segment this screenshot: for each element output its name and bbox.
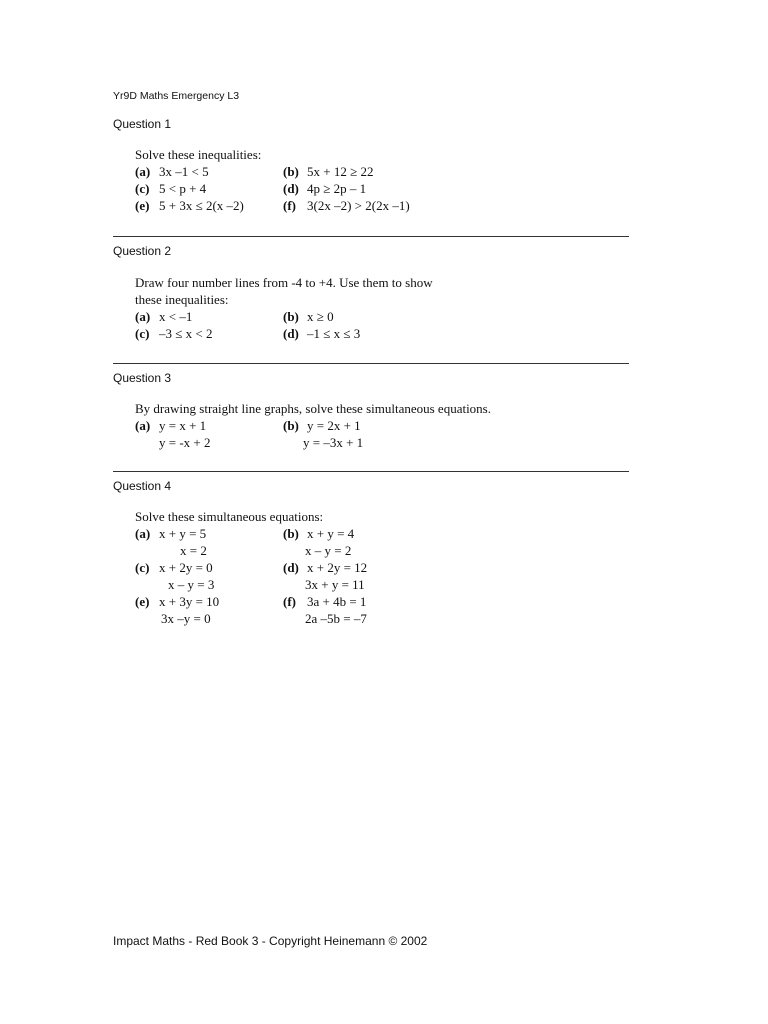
equation-line-1: y = 2x + 1	[307, 418, 361, 433]
item-label: (c)	[135, 326, 150, 341]
question-2-item-a	[135, 308, 192, 325]
item-label: (e)	[135, 594, 150, 609]
question-3-intro: By drawing straight line graphs, solve these simultaneous equations.	[135, 401, 491, 416]
question-4-item-e-line-2: 3x –y = 0	[161, 611, 211, 626]
question-4-row-2b	[135, 576, 365, 593]
item-label: (f)	[283, 198, 296, 213]
item-expression: x < –1	[159, 309, 193, 324]
question-2-item-b	[283, 308, 334, 325]
item-label: (d)	[283, 560, 299, 575]
question-2-row-1	[135, 308, 433, 325]
item-expression: x ≥ 0	[307, 309, 334, 324]
question-4-item-d	[283, 559, 367, 576]
question-1-item-d	[283, 180, 366, 197]
item-label: (a)	[135, 309, 151, 324]
question-3-row-2	[135, 434, 491, 451]
item-label: (e)	[135, 198, 150, 213]
question-1-body	[135, 146, 410, 214]
question-4-row-1	[135, 525, 355, 542]
item-expression: 3x –1 < 5	[159, 164, 209, 179]
question-2-body	[135, 274, 433, 342]
question-1-item-e	[135, 197, 244, 214]
question-4-intro: Solve these simultaneous equations:	[135, 509, 324, 524]
question-4-body	[135, 508, 368, 627]
item-label: (b)	[283, 418, 299, 433]
question-4-row-1b	[135, 542, 352, 559]
divider	[113, 236, 629, 237]
equation-line-1: x + 2y = 0	[159, 560, 213, 575]
equation-line-1: 3a + 4b = 1	[307, 594, 367, 609]
question-4-row-3	[135, 593, 367, 610]
equation-line-1: x + 3y = 10	[159, 594, 220, 609]
item-label: (c)	[135, 560, 150, 575]
question-2-intro-line-1: Draw four number lines from -4 to +4. Use them to show	[135, 275, 433, 290]
item-label: (f)	[283, 594, 296, 609]
item-label: (c)	[135, 181, 150, 196]
page-header: Yr9D Maths Emergency L3	[113, 90, 240, 102]
question-1-item-b	[283, 163, 373, 180]
item-expression: 5 + 3x ≤ 2(x –2)	[159, 198, 244, 213]
item-label: (a)	[135, 526, 151, 541]
equation-line-1: x + y = 4	[307, 526, 355, 541]
question-4-item-c	[135, 559, 213, 576]
question-1-row-3	[135, 197, 410, 214]
question-1-row-1	[135, 163, 374, 180]
question-4-item-d-line-2: 3x + y = 11	[305, 577, 365, 592]
question-4-item-c-line-2: x – y = 3	[168, 577, 215, 592]
question-2-item-c	[135, 325, 212, 342]
question-3-item-b	[283, 417, 361, 434]
item-label: (a)	[135, 164, 151, 179]
item-label: (d)	[283, 181, 299, 196]
question-1-item-f	[283, 197, 410, 214]
question-4-row-3b	[135, 610, 367, 627]
question-4-item-a-line-2: x = 2	[180, 543, 207, 558]
equation-line-1: y = x + 1	[159, 418, 207, 433]
question-3-item-b-line-2: y = –3x + 1	[303, 435, 364, 450]
item-expression: 5 < p + 4	[159, 181, 207, 196]
question-1-intro: Solve these inequalities:	[135, 147, 262, 162]
question-2-title: Question 2	[113, 244, 172, 258]
question-1-item-a	[135, 163, 209, 180]
question-4-item-b	[283, 525, 354, 542]
question-2-item-d	[283, 325, 360, 342]
item-label: (a)	[135, 418, 151, 433]
item-label: (b)	[283, 309, 299, 324]
item-expression: –3 ≤ x < 2	[159, 326, 213, 341]
question-3-row-1	[135, 417, 491, 434]
question-4-row-2	[135, 559, 368, 576]
question-4-item-f	[283, 593, 366, 610]
page-footer: Impact Maths - Red Book 3 - Copyright Heinemann © 2002	[113, 934, 428, 948]
equation-line-1: x + y = 5	[159, 526, 207, 541]
question-1-title: Question 1	[113, 117, 172, 131]
item-label: (b)	[283, 526, 299, 541]
item-expression: –1 ≤ x ≤ 3	[307, 326, 361, 341]
item-label: (b)	[283, 164, 299, 179]
item-expression: 3(2x –2) > 2(2x –1)	[307, 198, 410, 213]
divider	[113, 471, 629, 472]
question-4-item-b-line-2: x – y = 2	[305, 543, 352, 558]
equation-line-1: x + 2y = 12	[307, 560, 368, 575]
item-expression: 5x + 12 ≥ 22	[307, 164, 374, 179]
question-3-item-a-line-2: y = -x + 2	[159, 435, 211, 450]
item-label: (d)	[283, 326, 299, 341]
question-2-intro-line-2: these inequalities:	[135, 292, 229, 307]
question-3-body	[135, 400, 491, 451]
question-4-title: Question 4	[113, 479, 172, 493]
question-1-row-2	[135, 180, 367, 197]
question-3-item-a	[135, 417, 206, 434]
item-expression: 4p ≥ 2p – 1	[307, 181, 367, 196]
question-4-item-e	[135, 593, 219, 610]
divider	[113, 363, 629, 364]
question-2-row-2	[135, 325, 433, 342]
question-4-item-a	[135, 525, 206, 542]
question-3-title: Question 3	[113, 371, 172, 385]
question-1-item-c	[135, 180, 206, 197]
question-4-item-f-line-2: 2a –5b = –7	[305, 611, 367, 626]
